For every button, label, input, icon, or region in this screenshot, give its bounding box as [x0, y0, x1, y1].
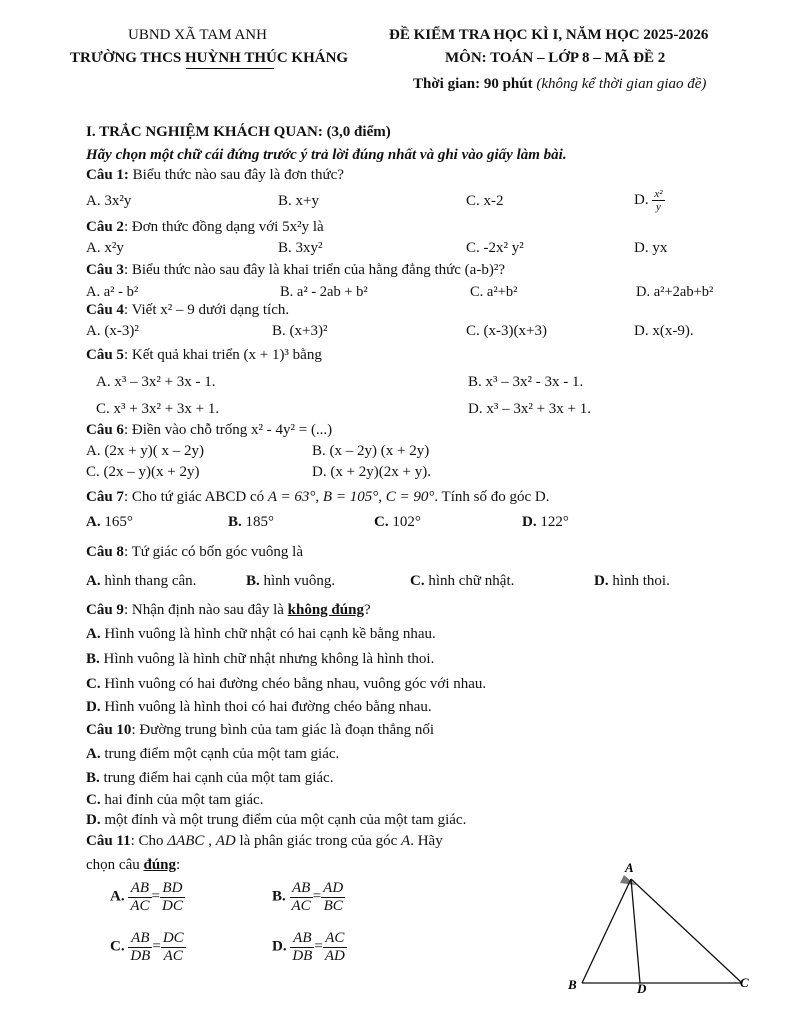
q10-option-b — [86, 770, 333, 787]
q4-option-d: D. x(x-9). — [634, 323, 694, 339]
option-letter: A. — [86, 514, 101, 530]
equals-sign: = — [151, 888, 160, 905]
question-5 — [86, 347, 322, 364]
question-text: : Cho tứ giác ABCD có — [123, 489, 268, 505]
denominator: DC — [161, 897, 183, 914]
question-text: Biểu thức nào sau đây là đơn thức? — [132, 167, 344, 183]
option-letter: C. — [374, 514, 389, 530]
option-letter: A. — [110, 888, 125, 905]
separator: , — [204, 833, 216, 849]
q6-option-d: D. (x + 2y)(2x + y). — [312, 464, 431, 480]
header-school: TRƯỜNG THCS HUỲNH THÚC KHÁNG — [70, 50, 349, 66]
q4-option-c: C. (x-3)(x+3) — [466, 323, 547, 339]
fraction — [128, 880, 151, 914]
q2-option-a: A. x²y — [86, 240, 124, 256]
question-label: Câu 5 — [86, 347, 124, 363]
option-text: 185° — [245, 514, 275, 530]
denominator: AC — [130, 897, 150, 914]
option-letter: C. — [86, 792, 101, 808]
q11-option-c — [110, 930, 186, 964]
q6-option-c: C. (2x – y)(x + 2y) — [86, 464, 200, 480]
option-letter: D. — [86, 699, 101, 715]
question-text: : Điền vào chỗ trống x² - 4y² = (...) — [123, 422, 333, 438]
section-title: I. TRẮC NGHIỆM KHÁCH QUAN: (3,0 điểm) — [86, 124, 391, 140]
fraction — [160, 880, 185, 914]
option-letter: D. — [522, 514, 537, 530]
equals-sign: = — [314, 938, 323, 955]
denominator: AD — [324, 947, 345, 964]
option-text: Hình vuông có hai đường chéo bằng nhau, vuông góc với nhau. — [104, 676, 487, 692]
numerator: BD — [160, 880, 185, 898]
q4-option-a: A. (x-3)² — [86, 323, 139, 339]
option-text: trung điểm hai cạnh của một tam giác. — [103, 770, 334, 786]
q10-option-d — [86, 812, 466, 829]
q8-option-c — [410, 573, 514, 590]
q5-option-c: C. x³ + 3x² + 3x + 1. — [96, 401, 220, 417]
question-6 — [86, 422, 332, 439]
denominator: AC — [163, 947, 183, 964]
option-letter: B. — [86, 770, 100, 786]
q7-option-a — [86, 514, 133, 531]
option-letter: B. — [272, 888, 286, 905]
question-emphasis: không đúng — [287, 602, 364, 618]
q8-option-a — [86, 573, 196, 590]
triangle-name: ΔABC — [167, 833, 205, 849]
option-letter: D. — [272, 938, 287, 955]
q7-option-c — [374, 514, 421, 531]
bisector-ad — [631, 879, 640, 983]
q9-option-b — [86, 651, 434, 668]
q3-option-c: C. a²+b² — [470, 284, 518, 300]
question-4 — [86, 302, 289, 319]
q5-option-d: D. x³ – 3x² + 3x + 1. — [468, 401, 591, 417]
question-text-end: . Tính số đo góc D. — [434, 489, 550, 505]
question-10 — [86, 722, 434, 739]
equals-sign: = — [312, 888, 322, 905]
q11-option-b — [272, 880, 345, 914]
fraction — [290, 880, 313, 914]
vertex-a-label: A — [625, 860, 634, 875]
question-text: : Cho — [130, 833, 168, 849]
question-3 — [86, 262, 505, 279]
numerator: x² — [654, 188, 663, 200]
option-letter: B. — [246, 573, 260, 589]
denominator: y — [655, 201, 661, 214]
numerator: DC — [162, 930, 184, 946]
question-text-end: . Hãy — [410, 833, 443, 849]
q3-option-d: D. a²+2ab+b² — [636, 284, 714, 300]
question-1 — [86, 167, 344, 184]
q9-option-c — [86, 676, 486, 693]
question-label: Câu 10 — [86, 722, 132, 738]
angle-values: A = 63°, B = 105°, C = 90° — [267, 489, 435, 505]
q9-option-d — [86, 699, 432, 716]
q2-option-b: B. 3xy² — [278, 240, 323, 256]
question-label: Câu 9 — [86, 602, 124, 618]
q9-option-a — [86, 626, 436, 643]
q10-option-a — [86, 746, 339, 763]
q3-option-a: A. a² - b² — [86, 284, 139, 300]
denominator: DB — [292, 947, 313, 964]
option-text: một đỉnh và một trung điểm của một cạnh của một tam giác. — [104, 812, 467, 828]
option-text: 122° — [540, 514, 569, 530]
option-text: hình thang cân. — [104, 573, 197, 589]
q7-option-d — [522, 514, 569, 531]
option-letter: C. — [410, 573, 425, 589]
option-letter: A. — [86, 573, 101, 589]
q10-option-c — [86, 792, 263, 809]
option-text: 102° — [392, 514, 421, 530]
header-school-underline — [186, 68, 274, 69]
question-colon: : — [176, 857, 181, 873]
option-text: Hình vuông là hình thoi có hai đường chéo bằng nhau. — [104, 699, 432, 715]
question-label: Câu 1: — [86, 167, 129, 183]
q8-option-d — [594, 573, 670, 590]
question-9 — [86, 602, 371, 619]
q6-option-a: A. (2x + y)( x – 2y) — [86, 443, 205, 459]
fraction — [323, 930, 347, 964]
question-text-mid: là phân giác trong của góc — [235, 833, 402, 849]
q1-option-b: B. x+y — [278, 193, 319, 209]
q3-option-b: B. a² - 2ab + b² — [280, 284, 368, 300]
option-letter: C. — [110, 938, 125, 955]
q2-option-c: C. -2x² y² — [466, 240, 524, 256]
fraction — [128, 930, 152, 964]
exam-time-label: Thời gian: 90 phút — [413, 76, 533, 92]
question-11-line2 — [86, 857, 180, 874]
option-text: hình vuông. — [263, 573, 336, 589]
angle-mark — [620, 875, 636, 885]
numerator: AD — [323, 880, 344, 896]
option-text: trung điểm một cạnh của một tam giác. — [104, 746, 340, 762]
vertex-b-label: B — [568, 977, 577, 992]
question-end: ? — [363, 602, 371, 618]
question-7 — [86, 489, 549, 506]
q8-option-b — [246, 573, 335, 590]
question-text: : Viết x² – 9 dưới dạng tích. — [123, 302, 290, 318]
question-text: : Đường trung bình của tam giác là đoạn thẳng nối — [131, 722, 435, 738]
q1-option-c: C. x-2 — [466, 193, 504, 209]
segment-name: AD — [215, 833, 236, 849]
question-2 — [86, 219, 324, 236]
equals-sign: = — [152, 938, 161, 955]
question-text: : Đơn thức đồng dạng với 5x²y là — [123, 219, 324, 235]
fraction — [652, 188, 664, 213]
option-letter: B. — [86, 651, 100, 667]
option-letter: D. — [594, 573, 609, 589]
question-text: : Nhận định nào sau đây là — [123, 602, 288, 618]
question-label: Câu 8 — [86, 544, 124, 560]
q11-option-a — [110, 880, 185, 914]
side-ac — [631, 879, 742, 983]
denominator: BC — [323, 897, 343, 914]
numerator: AB — [290, 880, 313, 898]
option-text: hai đỉnh của một tam giác. — [104, 792, 264, 808]
option-letter: D. — [86, 812, 101, 828]
q6-option-b: B. (x – 2y) (x + 2y) — [312, 443, 430, 459]
exam-subject: MÔN: TOÁN – LỚP 8 – MÃ ĐỀ 2 — [445, 50, 666, 66]
section-instruction: Hãy chọn một chữ cái đứng trước ý trả lời đúng nhất và ghi vào giấy làm bài. — [86, 147, 567, 163]
option-letter: D. — [634, 192, 649, 209]
option-text: hình thoi. — [612, 573, 670, 589]
question-text: : Tứ giác có bốn góc vuông là — [123, 544, 303, 560]
question-8 — [86, 544, 303, 561]
exam-time — [413, 76, 706, 93]
side-ab — [582, 879, 631, 983]
numerator: AB — [290, 930, 314, 948]
numerator: AB — [128, 930, 152, 948]
question-label: Câu 6 — [86, 422, 124, 438]
q11-option-d — [272, 930, 347, 964]
option-text: Hình vuông là hình chữ nhật nhưng không là hình thoi. — [103, 651, 435, 667]
denominator: AC — [291, 897, 311, 914]
fraction — [321, 880, 345, 914]
option-text: 165° — [104, 514, 133, 530]
question-text: : Biểu thức nào sau đây là khai triển của hằng đẳng thức (a-b)²? — [123, 262, 505, 278]
option-letter: A. — [86, 626, 101, 642]
option-letter: C. — [86, 676, 101, 692]
question-11 — [86, 833, 443, 850]
header-department: UBND XÃ TAM ANH — [128, 27, 267, 43]
question-label: Câu 11 — [86, 833, 131, 849]
question-text: : Kết quả khai triển (x + 1)³ bằng — [123, 347, 322, 363]
question-label: Câu 2 — [86, 219, 124, 235]
exam-title: ĐỀ KIỂM TRA HỌC KÌ I, NĂM HỌC 2025-2026 — [389, 27, 709, 43]
q2-option-d: D. yx — [634, 240, 668, 256]
option-letter: A. — [86, 746, 101, 762]
vertex-c-label: C — [740, 975, 749, 990]
option-text: hình chữ nhật. — [428, 573, 515, 589]
point-d-label: D — [637, 981, 647, 996]
q7-option-b — [228, 514, 274, 531]
triangle-figure — [560, 855, 760, 1005]
q4-option-b: B. (x+3)² — [272, 323, 328, 339]
q1-option-a: A. 3x²y — [86, 193, 132, 209]
question-label: Câu 7 — [86, 489, 124, 505]
question-text: chọn câu — [86, 857, 144, 873]
q1-option-d — [634, 188, 665, 213]
denominator: DB — [130, 947, 151, 964]
option-letter: B. — [228, 514, 242, 530]
option-text: Hình vuông là hình chữ nhật có hai cạnh kề bằng nhau. — [104, 626, 436, 642]
question-label: Câu 3 — [86, 262, 124, 278]
numerator: AB — [128, 880, 151, 898]
exam-time-note: (không kể thời gian giao đề) — [536, 76, 707, 92]
numerator: AC — [323, 930, 347, 948]
q5-option-a: A. x³ – 3x² + 3x - 1. — [96, 374, 216, 390]
fraction — [161, 930, 186, 964]
question-emphasis: đúng — [143, 857, 177, 873]
fraction — [290, 930, 314, 964]
question-label: Câu 4 — [86, 302, 124, 318]
angle-vertex: A — [401, 833, 411, 849]
q5-option-b: B. x³ – 3x² - 3x - 1. — [468, 374, 584, 390]
